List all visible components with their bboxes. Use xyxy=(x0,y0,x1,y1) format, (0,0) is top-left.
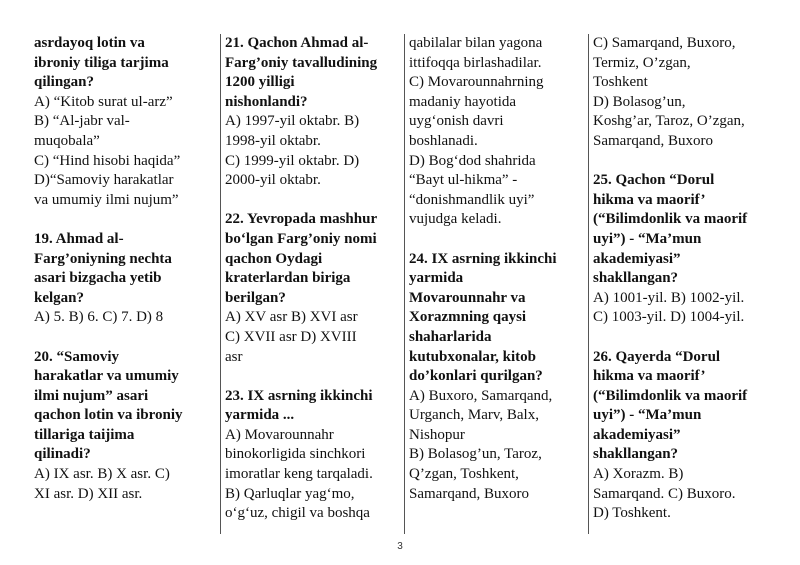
page xyxy=(34,34,780,534)
text-line: D) Toshkent. xyxy=(593,505,671,522)
text-line: (“Bilimdonlik va maorif xyxy=(593,211,748,228)
answer-options xyxy=(225,426,402,524)
answer-options xyxy=(593,465,778,524)
page-number: 3 xyxy=(397,541,403,552)
question-text xyxy=(225,210,402,308)
text-line: “Bayt ul-hikma” - xyxy=(409,172,518,189)
paragraph-gap xyxy=(34,210,218,230)
text-line: uyi”) - “Ma’mun xyxy=(593,230,702,247)
text-line: hikma va maorif’ xyxy=(593,191,706,208)
text-line: qilinadi? xyxy=(34,446,91,463)
text-line: A) XV asr B) XVI asr xyxy=(225,309,358,326)
text-line: A) 1001-yil. B) 1002-yil. xyxy=(593,289,745,306)
paragraph-gap xyxy=(34,328,218,348)
text-line: Samarqand, Buxoro xyxy=(409,485,529,502)
text-line: muqobala” xyxy=(34,132,100,149)
text-line: ibroniy tiligа tarjima xyxy=(34,54,169,71)
text-line: Farg’oniyning nechta xyxy=(34,250,172,267)
text-line: Termiz, O’zgan, xyxy=(593,54,691,71)
text-line: 22. Yevropada mashhur xyxy=(225,211,378,228)
text-line: hikma va maorif’ xyxy=(593,368,706,385)
paragraph-gap xyxy=(593,328,778,348)
text-line: B) Bolasog’un, Taroz, xyxy=(409,446,542,463)
text-line: 25. Qachon “Dorul xyxy=(593,172,715,189)
text-line: Movarounnahr va xyxy=(409,289,526,306)
text-line: Xorazmning qaysi xyxy=(409,309,527,326)
answer-options xyxy=(34,465,218,504)
text-line: shaharlarida xyxy=(409,328,492,345)
text-line: qachon Oydagi xyxy=(225,250,323,267)
text-line: kutubxonalar, kitob xyxy=(409,348,537,365)
question-text xyxy=(34,348,218,466)
text-line: A) IX asr. B) X asr. C) xyxy=(34,466,170,483)
text-line: A) “Kitob surat ul-arz” xyxy=(34,93,173,110)
text-line: 26. Qayerda “Dorul xyxy=(593,348,721,365)
text-line: ilmi nujum” asari xyxy=(34,387,149,404)
answer-options xyxy=(34,308,218,328)
text-line: 24. IX asrning ikkinchi xyxy=(409,250,557,267)
text-line: shakllangan? xyxy=(593,270,679,287)
question-text xyxy=(225,387,402,426)
text-line: Koshg’ar, Taroz, O’zgan, xyxy=(593,113,745,130)
text-line: B) Qarluqlar yag‘mo, xyxy=(225,485,355,502)
text-line: (“Bilimdonlik va maorif xyxy=(593,387,748,404)
text-line: “donishmandlik uyi” xyxy=(409,191,535,208)
text-line: qilingan? xyxy=(34,74,95,91)
text-line: C) Samarqand, Buxoro, xyxy=(593,35,736,51)
answer-options xyxy=(34,93,218,211)
question-text xyxy=(34,230,218,308)
question-text xyxy=(593,171,778,289)
text-line: kelgan? xyxy=(34,289,85,306)
answer-options xyxy=(225,308,402,367)
answer-options xyxy=(225,112,402,190)
text-line: bo‘lgan Farg’oniy nomi xyxy=(225,230,377,247)
text-line: yarmida xyxy=(409,270,464,287)
text-line: Nishopur xyxy=(409,426,465,443)
text-line: asr xyxy=(225,348,243,365)
answer-options xyxy=(593,289,778,328)
text-line: o‘g‘uz, chigil va boshqa xyxy=(225,505,370,522)
text-line: Q’zgan, Toshkent, xyxy=(409,466,519,483)
column-4 xyxy=(588,34,780,534)
text-line: Urganch, Marv, Balx, xyxy=(409,407,539,424)
text-line: Samarqand. C) Buxoro. xyxy=(593,485,736,502)
text-line: 23. IX asrning ikkinchi xyxy=(225,387,373,404)
text-line: 19. Ahmad al- xyxy=(34,230,124,247)
text-line: A) 5. B) 6. C) 7. D) 8 xyxy=(34,309,164,326)
text-line: yarmida ... xyxy=(225,407,295,424)
text-line: C) XVII asr D) XVIII xyxy=(225,328,357,345)
text-line: B) “Al-jabr val- xyxy=(34,113,130,130)
text-line: 21. Qachon Ahmad al- xyxy=(225,35,369,51)
paragraph-gap xyxy=(409,230,586,250)
question-text xyxy=(34,34,218,93)
column-1 xyxy=(34,34,220,534)
text-line: madaniy hayotida xyxy=(409,93,517,110)
text-line: D) Bog‘dod shahrida xyxy=(409,152,536,169)
text-line: boshlanadi. xyxy=(409,132,478,149)
text-line: uyg‘onish davri xyxy=(409,113,504,130)
text-line: nishonlandi? xyxy=(225,93,308,110)
text-line: va umumiy ilmi nujum” xyxy=(34,191,179,208)
text-line: C) 1003-yil. D) 1004-yil. xyxy=(593,309,745,326)
column-2 xyxy=(220,34,404,534)
text-line: ittifoqqa birlashadilar. xyxy=(409,54,542,71)
text-line: qabilalar bilan yagona xyxy=(409,35,543,51)
text-line: A) 1997-yil oktabr. B) xyxy=(225,113,360,130)
question-text xyxy=(225,34,402,112)
column-3 xyxy=(404,34,588,534)
text-line: uyi”) - “Ma’mun xyxy=(593,407,702,424)
text-line: Toshkent xyxy=(593,74,648,91)
text-line: XI asr. D) XII asr. xyxy=(34,485,143,502)
text-line: berilgan? xyxy=(225,289,286,306)
text-line: Samarqand, Buxoro xyxy=(593,132,713,149)
question-text xyxy=(593,348,778,466)
text-line: vujudga keladi. xyxy=(409,211,502,228)
text-line: D)“Samoviy harakatlar xyxy=(34,172,174,189)
question-text xyxy=(409,250,586,387)
text-line: A) Buxoro, Samarqand, xyxy=(409,387,553,404)
text-line: C) 1999-yil oktabr. D) xyxy=(225,152,360,169)
text-line: asari bizgacha yetib xyxy=(34,270,162,287)
text-line: A) Movarounnahr xyxy=(225,426,334,443)
text-line: shakllangan? xyxy=(593,446,679,463)
paragraph-gap xyxy=(225,191,402,211)
answer-options xyxy=(409,34,586,230)
text-line: do’konlari qurilgan? xyxy=(409,368,543,385)
text-line: D) Bolasog’un, xyxy=(593,93,686,110)
paragraph-gap xyxy=(593,152,778,172)
text-line: 1998-yil oktabr. xyxy=(225,132,321,149)
text-line: harakatlar va umumiy xyxy=(34,368,179,385)
text-line: qachon lotin va ibroniy xyxy=(34,407,183,424)
text-line: imoratlar keng tarqaladi. xyxy=(225,466,373,483)
text-line: asrdayoq lotin va xyxy=(34,35,145,51)
paragraph-gap xyxy=(225,367,402,387)
text-line: C) “Hind hisobi haqida” xyxy=(34,152,181,169)
text-line: akademiyasi” xyxy=(593,426,681,443)
answer-options xyxy=(593,34,778,152)
text-line: 20. “Samoviy xyxy=(34,348,120,365)
text-line: binokorligida sinchkori xyxy=(225,446,366,463)
text-line: tillariga taijima xyxy=(34,426,135,443)
text-line: C) Movarounnahrning xyxy=(409,74,544,91)
text-line: 1200 yilligi xyxy=(225,74,295,91)
text-line: Farg’oniy tavalludining xyxy=(225,54,378,71)
text-line: A) Xorazm. B) xyxy=(593,466,684,483)
text-line: kraterlardan biriga xyxy=(225,270,351,287)
answer-options xyxy=(409,387,586,505)
text-line: 2000-yil oktabr. xyxy=(225,172,321,189)
text-line: akademiyasi” xyxy=(593,250,681,267)
